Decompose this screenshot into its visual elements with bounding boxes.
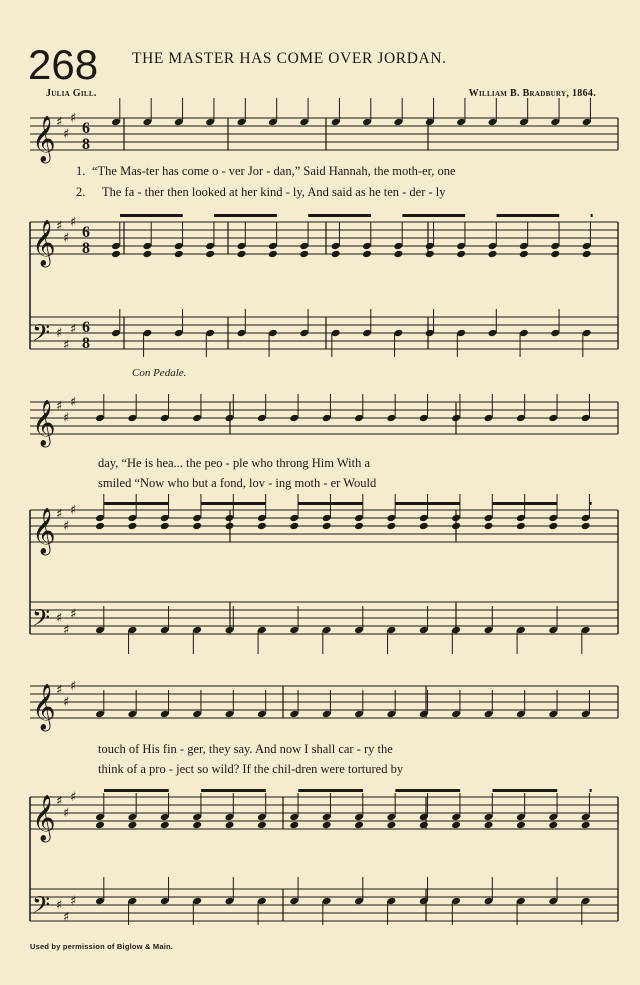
verse-1-number: 1. bbox=[76, 164, 86, 178]
sharp-sign: ♯ bbox=[70, 894, 77, 909]
sharp-sign: ♯ bbox=[63, 411, 70, 426]
beam bbox=[214, 214, 277, 217]
beam bbox=[497, 214, 560, 217]
sharp-sign: ♯ bbox=[63, 127, 70, 142]
time-sig-bottom: 8 bbox=[82, 335, 90, 352]
hymn-author: Julia Gill. bbox=[46, 88, 97, 99]
verse-2-line-2: smiled “Now who but a fond, lov - ing moth - er Would bbox=[98, 476, 377, 490]
note-head bbox=[205, 250, 215, 259]
sharp-sign: ♯ bbox=[70, 111, 77, 126]
note-head bbox=[451, 821, 461, 830]
bass-clef: 𝄢 bbox=[32, 604, 51, 637]
hymn-composer: William B. Bradbury, 1864. bbox=[468, 88, 596, 99]
treble-clef: 𝄞 bbox=[32, 116, 56, 162]
verse-2-line-1: The fa - ther then looked at her kind - ly, And said as he ten - der - ly bbox=[102, 185, 446, 199]
note-head bbox=[257, 522, 267, 531]
note-head bbox=[237, 250, 247, 259]
note-head bbox=[582, 250, 592, 259]
note-head bbox=[160, 522, 170, 531]
verse-1-line-3: touch of His fin - ger, they say. And now I shall car - ry the bbox=[98, 742, 393, 756]
note-head bbox=[127, 522, 137, 531]
note-head bbox=[331, 250, 341, 259]
sharp-sign: ♯ bbox=[56, 794, 63, 809]
beam bbox=[298, 789, 363, 792]
note-head bbox=[548, 522, 558, 531]
beam bbox=[402, 214, 465, 217]
beam bbox=[104, 789, 169, 792]
sharp-sign: ♯ bbox=[70, 215, 77, 230]
note-head bbox=[160, 821, 170, 830]
note-head bbox=[322, 821, 332, 830]
sharp-sign: ♯ bbox=[63, 806, 70, 821]
note-head bbox=[299, 250, 309, 259]
beam bbox=[298, 502, 363, 505]
sharp-sign: ♯ bbox=[56, 683, 63, 698]
note-head bbox=[516, 522, 526, 531]
verse-2-line-3: think of a pro - ject so wild? If the chil-dren were tortured by bbox=[98, 762, 404, 776]
note-head bbox=[225, 821, 235, 830]
sharp-sign: ♯ bbox=[56, 898, 63, 913]
sharp-sign: ♯ bbox=[56, 115, 63, 130]
note-head bbox=[289, 821, 299, 830]
note-head bbox=[127, 821, 137, 830]
treble-clef: 𝄞 bbox=[32, 220, 56, 266]
beam bbox=[308, 214, 371, 217]
verse-1-line-1: “The Mas-ter has come o - ver Jor - dan,” Said Hannah, the moth-er, one bbox=[92, 164, 456, 178]
note-head bbox=[484, 522, 494, 531]
beam bbox=[201, 789, 266, 792]
beam bbox=[201, 502, 266, 505]
sharp-sign: ♯ bbox=[63, 623, 70, 638]
time-sig-top: 6 bbox=[82, 319, 90, 336]
sharp-sign: ♯ bbox=[70, 790, 77, 805]
note-head bbox=[419, 522, 429, 531]
bass-clef: 𝄢 bbox=[32, 319, 51, 352]
sharp-sign: ♯ bbox=[70, 679, 77, 694]
note-head bbox=[456, 250, 466, 259]
sharp-sign: ♯ bbox=[56, 507, 63, 522]
note-head bbox=[425, 250, 435, 259]
note-head bbox=[484, 821, 494, 830]
sharp-sign: ♯ bbox=[56, 399, 63, 414]
note-head bbox=[548, 821, 558, 830]
beam bbox=[591, 214, 593, 217]
hymn-title: THE MASTER HAS COME OVER JORDAN. bbox=[132, 50, 447, 67]
permission-footer: Used by permission of Biglow & Main. bbox=[30, 942, 174, 951]
note-head bbox=[419, 821, 429, 830]
sharp-sign: ♯ bbox=[70, 322, 77, 337]
treble-clef: 𝄞 bbox=[32, 400, 56, 446]
note-head bbox=[581, 821, 591, 830]
note-head bbox=[393, 250, 403, 259]
note-head bbox=[519, 250, 529, 259]
note-head bbox=[488, 250, 498, 259]
note-head bbox=[354, 522, 364, 531]
hymn-number: 268 bbox=[28, 41, 99, 88]
beam bbox=[395, 502, 460, 505]
note-head bbox=[111, 250, 121, 259]
sharp-sign: ♯ bbox=[63, 695, 70, 710]
beam bbox=[493, 789, 558, 792]
sharp-sign: ♯ bbox=[63, 231, 70, 246]
note-head bbox=[192, 821, 202, 830]
pedal-direction: Con Pedale. bbox=[132, 367, 187, 379]
sharp-sign: ♯ bbox=[70, 503, 77, 518]
note-head bbox=[142, 250, 152, 259]
note-head bbox=[225, 522, 235, 531]
sharp-sign: ♯ bbox=[56, 219, 63, 234]
note-head bbox=[95, 522, 105, 531]
note-head bbox=[550, 250, 560, 259]
beam bbox=[493, 502, 558, 505]
treble-clef: 𝄞 bbox=[32, 684, 56, 730]
sharp-sign: ♯ bbox=[63, 910, 70, 925]
note-head bbox=[257, 821, 267, 830]
treble-clef: 𝄞 bbox=[32, 795, 56, 841]
sharp-sign: ♯ bbox=[70, 395, 77, 410]
note-head bbox=[451, 522, 461, 531]
bass-clef: 𝄢 bbox=[32, 891, 51, 924]
beam bbox=[590, 502, 592, 505]
sharp-sign: ♯ bbox=[63, 338, 70, 353]
verse-2-number: 2. bbox=[76, 185, 86, 199]
verse-1-line-2: day, “He is hea... the peo - ple who throng Him With a bbox=[98, 456, 370, 470]
note-head bbox=[362, 250, 372, 259]
time-sig-top: 6 bbox=[82, 224, 90, 241]
note-head bbox=[95, 821, 105, 830]
beam bbox=[590, 789, 592, 792]
note-head bbox=[516, 821, 526, 830]
sharp-sign: ♯ bbox=[63, 519, 70, 534]
beam bbox=[120, 214, 183, 217]
sharp-sign: ♯ bbox=[70, 607, 77, 622]
beam bbox=[395, 789, 460, 792]
note-head bbox=[192, 522, 202, 531]
treble-clef: 𝄞 bbox=[32, 508, 56, 554]
beam bbox=[104, 502, 169, 505]
note-head bbox=[289, 522, 299, 531]
sharp-sign: ♯ bbox=[56, 326, 63, 341]
note-head bbox=[268, 250, 278, 259]
time-sig-bottom: 8 bbox=[82, 240, 90, 257]
time-sig-top: 6 bbox=[82, 120, 90, 137]
note-head bbox=[386, 522, 396, 531]
note-head bbox=[322, 522, 332, 531]
note-head bbox=[386, 821, 396, 830]
note-head bbox=[581, 522, 591, 531]
note-head bbox=[174, 250, 184, 259]
note-head bbox=[354, 821, 364, 830]
time-sig-bottom: 8 bbox=[82, 136, 90, 153]
sharp-sign: ♯ bbox=[56, 611, 63, 626]
